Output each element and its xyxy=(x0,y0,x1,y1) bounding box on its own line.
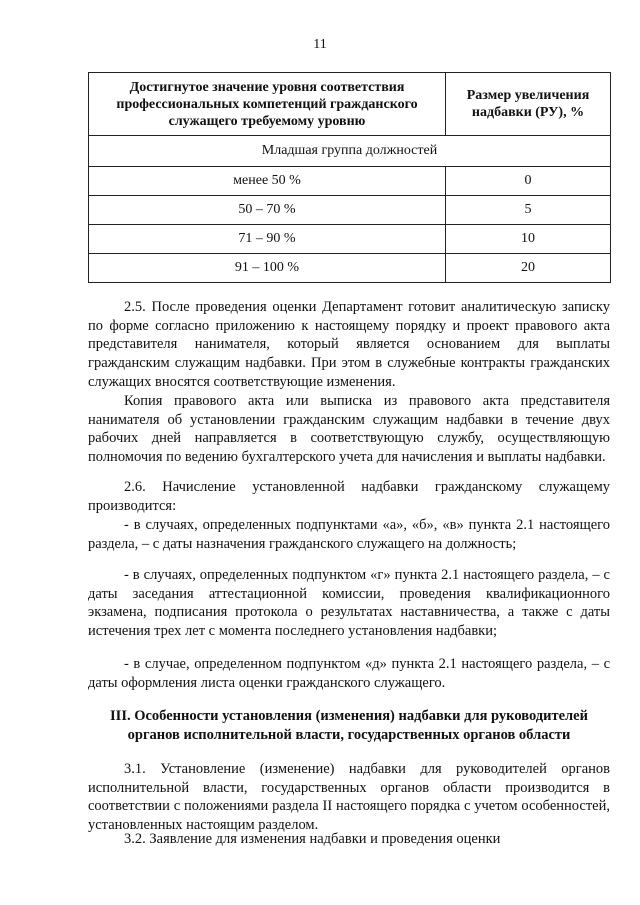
table-row xyxy=(89,167,611,196)
table-cell-level: 91 – 100 % xyxy=(89,254,446,283)
paragraph-case-2: - в случаях, определенных подпунктом «г» пункта 2.1 настоящего раздела, – с даты заседания аттестационной комиссии, проведения квалификационного экзамена, подписания протокола о результатах наставничества, а также с даты истечения трех лет с момента последнего установления надбавки; xyxy=(88,567,610,640)
table-header-increase: Размер увеличения надбавки (РУ), % xyxy=(446,73,611,136)
table-cell-increase: 20 xyxy=(446,254,611,283)
table-cell-level: 71 – 90 % xyxy=(89,225,446,254)
paragraph-2-6: 2.6. Начисление установленной надбавки гражданскому служащему производится: xyxy=(88,479,610,514)
paragraph-case-1: - в случаях, определенных подпунктами «а», «б», «в» пункта 2.1 настоящего раздела, – с даты назначения гражданского служащего на должность; xyxy=(88,517,610,552)
paragraph-case-3: - в случае, определенном подпунктом «д» пункта 2.1 настоящего раздела, – с даты оформления листа оценки гражданского служащего. xyxy=(88,656,610,691)
table-group-label: Младшая группа должностей xyxy=(89,136,611,167)
paragraph-copy: Копия правового акта или выписка из правового акта представителя нанимателя об установлении гражданским служащим надбавки в течение двух рабочих дней направляется в соответствующую службу, осуществляющую полномочия по ведению бухгалтерского учета для начисления и выплаты надбавки. xyxy=(88,393,610,466)
table-cell-increase: 0 xyxy=(446,167,611,196)
table-cell-level: 50 – 70 % xyxy=(89,196,446,225)
table-cell-level: менее 50 % xyxy=(89,167,446,196)
table-group-row xyxy=(89,136,611,167)
table-cell-increase: 5 xyxy=(446,196,611,225)
paragraph-2-5: 2.5. После проведения оценки Департамент готовит аналитическую записку по форме согласно приложению к настоящему порядку и проект правового акта представителя нанимателя, который является основанием для выплаты гражданским служащим надбавки. При этом в служебные контракты гражданских служащих вносятся соответствующие изменения. xyxy=(88,299,610,390)
table-row xyxy=(89,254,611,283)
section-heading: III. Особенности установления (изменения) надбавки для руководителей органов исполнительной власти, государственных органов области xyxy=(110,708,588,743)
competency-table xyxy=(88,72,611,283)
table-cell-increase: 10 xyxy=(446,225,611,254)
table-row xyxy=(89,196,611,225)
page-number: 11 xyxy=(313,37,327,52)
table-row xyxy=(89,225,611,254)
table-header-row xyxy=(89,73,611,136)
paragraph-3-1: 3.1. Установление (изменение) надбавки для руководителей органов исполнительной власти, государственных органов области производится в соответствии с положениями раздела II настоящего порядка с учетом особенностей, установленных настоящим разделом. xyxy=(88,761,610,834)
paragraph-3-2: 3.2. Заявление для изменения надбавки и проведения оценки xyxy=(124,831,501,847)
table-header-level: Достигнутое значение уровня соответствия профессиональных компетенций гражданского служащего требуемому уровню xyxy=(89,73,446,136)
